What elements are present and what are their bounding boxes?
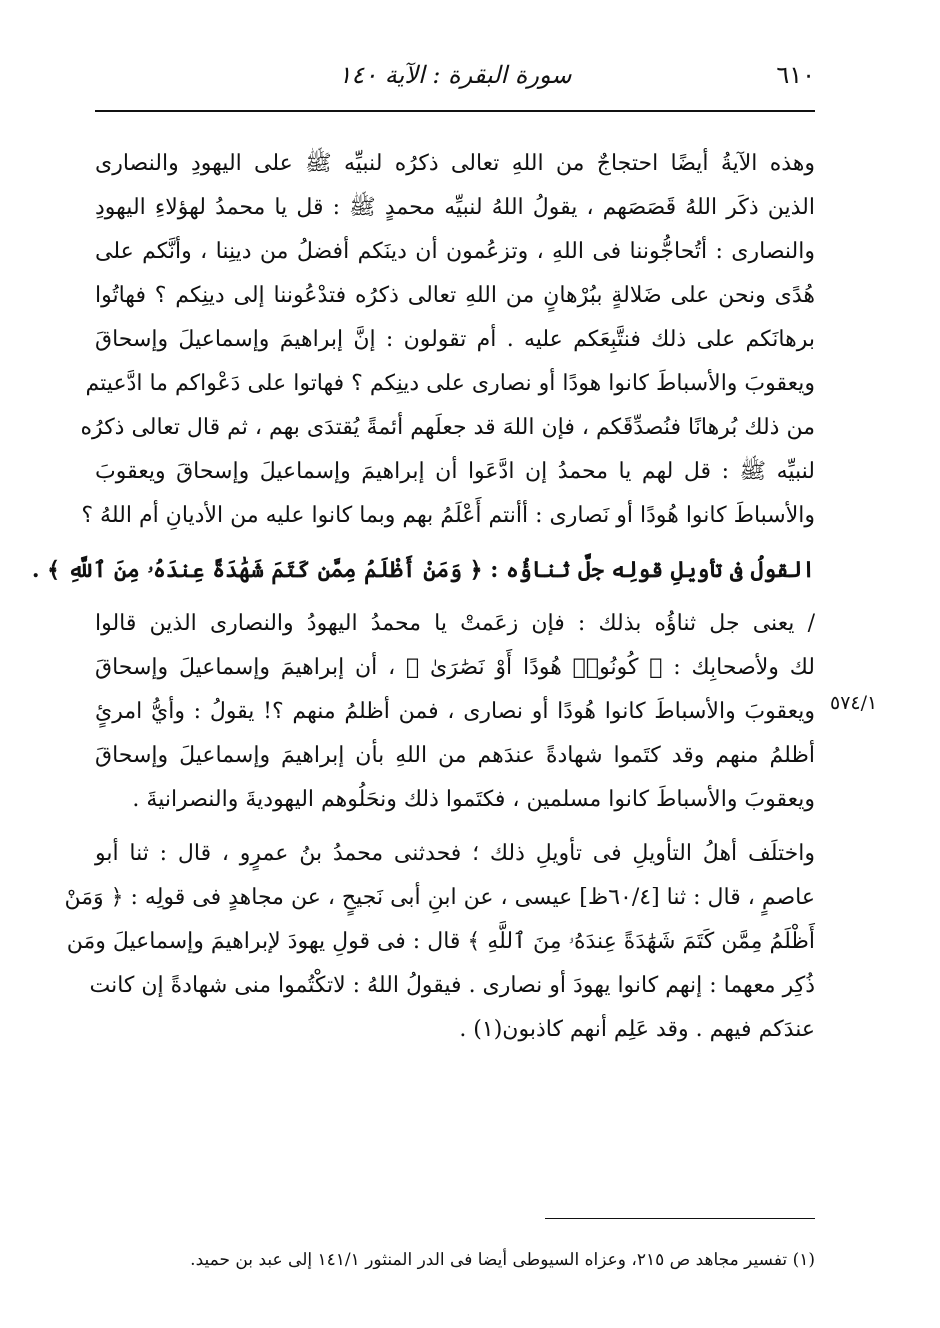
text-line: برهانَكم على ذلك فنتَّبِعَكم عليه . أم تقولون : إنَّ إبراهيمَ وإسماعيلَ وإسحاقَ (95, 327, 815, 352)
footnote-rule (545, 1218, 815, 1219)
text-line: ويعقوبَ والأسباطَ كانوا هودًا أو نصارى على دينِكم ؟ فهاتوا على دَعْواكم ما ادَّعيتم (85, 371, 815, 396)
text-line: والنصارى : أتُحاجُّوننا فى اللهِ ، وتزعُمون أن دينَكم أفضلُ من دينِنا ، وأنَّكم على (95, 239, 815, 264)
running-title: سورة البقرة : الآية ١٤٠ (338, 61, 572, 89)
margin-reference: ٥٧٤/١ (830, 692, 878, 714)
text-line: عاصمٍ ، قال : ثنا [٦٠/٤ظ] عيسى ، عن ابنِ أبى نَجيحٍ ، عن مجاهدٍ فى قولِه : ﴿ وَمَنْ (64, 885, 815, 910)
section-heading (31, 548, 815, 592)
text-line: هُدًى ونحن على ضَلالةٍ ببُرْهانٍ من اللهِ تعالى ذكرُه فتدْعُوننا إلى دينِكم ؟ فهاتُوا (95, 283, 815, 308)
text-line: ويعقوبَ والأسباطَ كانوا هُودًا أو نصارى ، فمن أظلمُ منهم ؟! يقولُ : وأيُّ امرئٍ (95, 699, 815, 724)
paragraph-2 (95, 602, 815, 822)
page-number: ٦١٠ (776, 61, 815, 89)
header-rule (95, 110, 815, 112)
text-line: عندَكم فيهم . وقد عَلِم أنهم كاذبون(١) . (459, 1017, 815, 1042)
text-line: / يعنى جل ثناؤُه بذلك : فإن زعَمتْ يا محمدُ اليهودُ والنصارى الذين قالوا (95, 611, 815, 636)
text-line: ذُكِر معهما : إنهم كانوا يهودَ أو نصارى . فيقولُ اللهُ : لاتكْتُموا منى شهادةً إن كانت (89, 973, 815, 998)
text-line: أَظْلَمُ مِمَّن كَتَمَ شَهَٰدَةً عِندَهُۥ مِنَ ٱللَّهِ ﴾ قال : فى قولِ يهودَ لإبراهيمَ وإسماعيلَ ومَن (66, 929, 815, 954)
text-line: من ذلك بُرهانًا فنُصدِّقَكم ، فإن اللهَ قد جعلَهم أئمةً يُقتدَى بهم ، ثم قال تعالى ذكرُه (80, 415, 815, 440)
text-line: واختلَف أهلُ التأويلِ فى تأويلِ ذلك ؛ فحدثنى محمدُ بنُ عمرٍو ، قال : ثنا أبو (95, 841, 815, 866)
footnote: (١) تفسير مجاهد ص ٢١٥، وعزاه السيوطى أيضا فى الدر المنثور ١٤١/١ إلى عبد بن حميد. (190, 1250, 815, 1270)
text-line: وهذه الآيةُ أيضًا احتجاجٌ من اللهِ تعالى ذكرُه لنبيِّه ﷺ على اليهودِ والنصارى (95, 151, 815, 176)
page-header (95, 55, 815, 99)
heading-label: القولُ فى تأويلِ قولِه جلَّ ثناؤُه : (490, 557, 815, 583)
heading-quran-verse: ﴿ وَمَنْ أَظْلَمُ مِمَّن كَتَمَ شَهَٰدَةً عِندَهُۥ مِنَ ٱللَّهِ ﴾ . (31, 557, 483, 583)
text-line: لنبيِّه ﷺ : قل لهم يا محمدُ إن ادَّعَوا أن إبراهيمَ وإسماعيلَ وإسحاقَ ويعقوبَ (95, 459, 815, 484)
page-body (31, 142, 815, 1052)
paragraph-3 (64, 832, 815, 1052)
text-line: والأسباطَ كانوا هُودًا أو نَصارى : أأنتم أَعْلَمُ بهم وبما كانوا عليه من الأديانِ أم اللهُ ؟ (81, 503, 815, 528)
paragraph-1 (80, 142, 815, 538)
text-line: ويعقوبَ والأسباطَ كانوا مسلمين ، فكتَموا ذلك ونحَلُوهم اليهوديةَ والنصرانيةَ . (132, 787, 815, 812)
text-line: الذين ذكَر اللهُ قَصَصَهم ، يقولُ اللهُ لنبيِّه محمدٍ ﷺ : قل يا محمدُ لهؤلاءِ اليهودِ (95, 195, 815, 220)
text-line: لك ولأصحابِك : ﴿ كُونُوا۟ هُودًا أَوْ نَصَٰرَىٰ ﴾ ، أن إبراهيمَ وإسماعيلَ وإسحاقَ (95, 655, 815, 680)
text-line: أظلمُ منهم وقد كتَموا شهادةً عندَهم من اللهِ بأن إبراهيمَ وإسماعيلَ وإسحاقَ (95, 743, 815, 768)
